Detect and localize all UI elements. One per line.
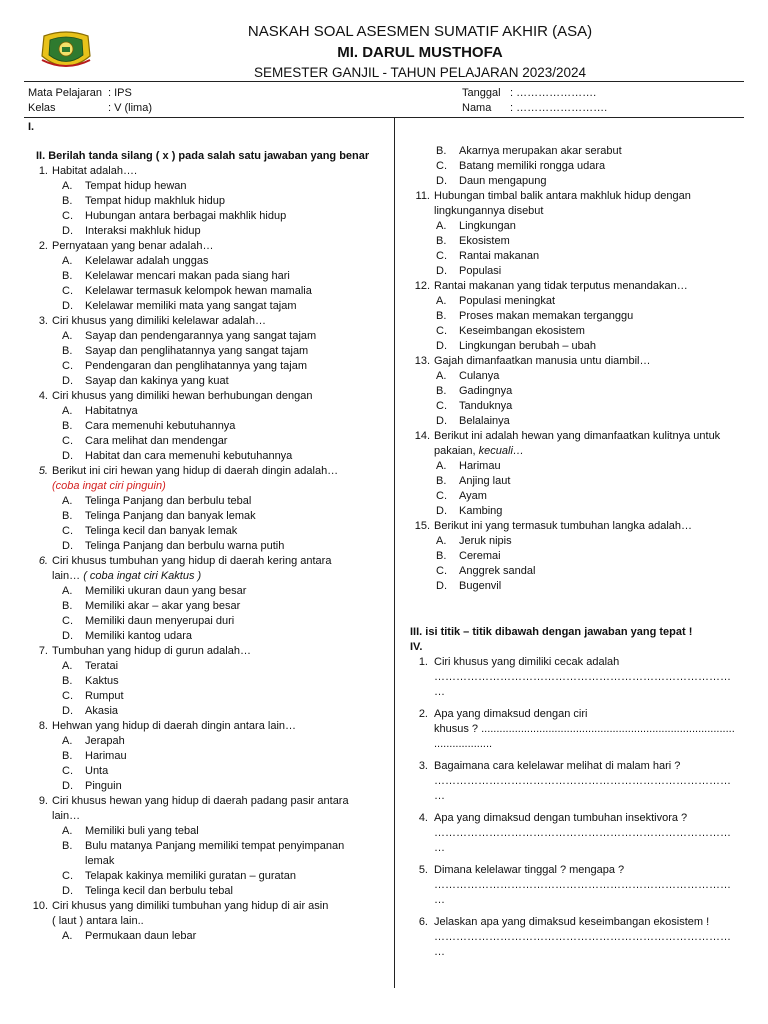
- question-14: 14. Berikut ini adalah hewan yang dimanfaatkan kulitnya untuk: [414, 430, 721, 442]
- option-11a: A. Lingkungan: [436, 220, 516, 232]
- option-3d: D. Sayap dan kakinya yang kuat: [62, 375, 229, 387]
- option-5b: B. Telinga Panjang dan banyak lemak: [62, 510, 256, 522]
- option-4b: B. Cara memenuhi kebutuhannya: [62, 420, 236, 432]
- question-10: 10. Ciri khusus yang dimiliki tumbuhan yang hidup di air asin: [32, 900, 329, 912]
- answer-line-end: …: [434, 894, 445, 906]
- option-8d: D. Pinguin: [62, 780, 122, 792]
- option-8a: A. Jerapah: [62, 735, 125, 747]
- semester-line: SEMESTER GANJIL - TAHUN PELAJARAN 2023/2024: [253, 65, 587, 80]
- essay-question-1: 1. Ciri khusus yang dimiliki cecak adalah ……………………………………………………………………… …: [410, 655, 750, 700]
- option-4a: A. Habitatnya: [62, 405, 138, 417]
- option-8c: C. Unta: [62, 765, 109, 777]
- answer-line: ………………………………………………………………………: [434, 671, 731, 683]
- option-7b: B. Kaktus: [62, 675, 119, 687]
- name-label: Nama: [462, 102, 492, 114]
- option-6a: A. Memiliki ukuran daun yang besar: [62, 585, 247, 597]
- option-9c: C. Telapak kakinya memiliki guratan – guratan: [62, 870, 296, 882]
- section-1-heading: I.: [28, 121, 35, 133]
- question-13: 13. Gajah dimanfaatkan manusia untu diambil…: [414, 355, 651, 367]
- answer-line-end: …: [434, 842, 445, 854]
- right-question-column: [410, 144, 750, 594]
- section-3-heading: III. isi titik – titik dibawah dengan jawaban yang tepat !: [410, 626, 693, 638]
- option-15d: D. Bugenvil: [436, 580, 502, 592]
- option-13d: D. Belalainya: [436, 415, 510, 427]
- option-10b: B. Akarnya merupakan akar serabut: [436, 145, 622, 157]
- answer-line: ………………………………………………………………………: [434, 775, 731, 787]
- date-label: Tanggal: [462, 87, 501, 99]
- column-divider: [394, 118, 395, 988]
- essay-question-3: 3. Bagaimana cara kelelawar melihat di malam hari ? ……………………………………………………………………… …: [410, 759, 750, 804]
- question-14-cont: pakaian, kecuali…: [434, 445, 524, 457]
- subject-value: : IPS: [108, 87, 132, 99]
- header-divider: [24, 81, 744, 82]
- question-10-cont: ( laut ) antara lain..: [52, 915, 144, 927]
- question-5: 5. Berikut ini ciri hewan yang hidup di daerah dingin adalah…: [38, 465, 339, 477]
- option-14a: A. Harimau: [436, 460, 501, 472]
- question-3: 3. Ciri khusus yang dimiliki kelelawar adalah…: [38, 315, 266, 327]
- option-2c: C. Kelelawar termasuk kelompok hewan mamalia: [62, 285, 312, 297]
- document-header: [170, 22, 670, 82]
- option-14c: C. Ayam: [436, 490, 487, 502]
- question-9: 9. Ciri khusus hewan yang hidup di daerah padang pasir antara: [38, 795, 349, 807]
- option-9a: A. Memiliki buli yang tebal: [62, 825, 199, 837]
- option-14d: D. Kambing: [436, 505, 503, 517]
- class-value: : V (lima): [108, 102, 152, 114]
- hint-note-5: (coba ingat ciri pinguin): [52, 480, 166, 492]
- option-10d: D. Daun mengapung: [436, 175, 547, 187]
- option-9b-cont: lemak: [85, 855, 115, 867]
- answer-line: ………………………………………………………………………: [434, 879, 731, 891]
- question-2: 2. Pernyataan yang benar adalah…: [38, 240, 214, 252]
- subject-label: Mata Pelajaran: [28, 87, 102, 99]
- option-11c: C. Rantai makanan: [436, 250, 540, 262]
- option-1d: D. Interaksi makhluk hidup: [62, 225, 201, 237]
- option-12c: C. Keseimbangan ekosistem: [436, 325, 585, 337]
- option-11b: B. Ekosistem: [436, 235, 510, 247]
- option-3a: A. Sayap dan pendengarannya yang sangat tajam: [62, 330, 317, 342]
- option-3b: B. Sayap dan penglihatannya yang sangat tajam: [62, 345, 309, 357]
- option-3c: C. Pendengaran dan penglihatannya yang tajam: [62, 360, 308, 372]
- answer-line: ………………………………………………………………………: [434, 827, 731, 839]
- school-name: MI. DARUL MUSTHOFA: [337, 44, 503, 61]
- option-7a: A. Teratai: [62, 660, 119, 672]
- info-divider: [24, 117, 744, 118]
- question-12: 12. Rantai makanan yang tidak terputus menandakan…: [414, 280, 688, 292]
- question-7: 7. Tumbuhan yang hidup di gurun adalah…: [38, 645, 251, 657]
- question-11-cont: lingkungannya disebut: [434, 205, 544, 217]
- option-6d: D. Memiliki kantog udara: [62, 630, 192, 642]
- option-7c: C. Rumput: [62, 690, 124, 702]
- question-15: 15. Berikut ini yang termasuk tumbuhan langka adalah…: [414, 520, 693, 532]
- option-14b: B. Anjing laut: [436, 475, 511, 487]
- name-value: : …………………….: [510, 102, 608, 114]
- option-1c: C. Hubungan antara berbagai makhlik hidup: [62, 210, 287, 222]
- option-9b: B. Bulu matanya Panjang memiliki tempat penyimpanan: [62, 840, 345, 852]
- option-9d: D. Telinga kecil dan berbulu tebal: [62, 885, 233, 897]
- option-12a: A. Populasi meningkat: [436, 295, 556, 307]
- option-4d: D. Habitat dan cara memenuhi kebutuhannya: [62, 450, 293, 462]
- section-4-heading: IV.: [410, 641, 423, 653]
- option-10a: A. Permukaan daun lebar: [62, 930, 197, 942]
- answer-line-end: ...................: [434, 738, 493, 750]
- class-label: Kelas: [28, 102, 56, 114]
- date-value: : ………………….: [510, 87, 597, 99]
- question-6-cont: lain… ( coba ingat ciri Kaktus ): [52, 570, 202, 582]
- option-13a: A. Culanya: [436, 370, 500, 382]
- hint-note-6: ( coba ingat ciri Kaktus ): [83, 570, 202, 582]
- exam-title: NASKAH SOAL ASESMEN SUMATIF AKHIR (ASA): [247, 23, 593, 40]
- option-10c: C. Batang memiliki rongga udara: [436, 160, 606, 172]
- option-1a: A. Tempat hidup hewan: [62, 180, 187, 192]
- option-5a: A. Telinga Panjang dan berbulu tebal: [62, 495, 252, 507]
- option-15b: B. Ceremai: [436, 550, 501, 562]
- option-7d: D. Akasia: [62, 705, 119, 717]
- school-emblem-icon: [36, 26, 96, 74]
- left-question-column: [28, 164, 388, 944]
- question-11: 11. Hubungan timbal balik antara makhluk hidup dengan: [415, 190, 691, 202]
- option-6b: B. Memiliki akar – akar yang besar: [62, 600, 241, 612]
- option-5c: C. Telinga kecil dan banyak lemak: [62, 525, 238, 537]
- option-15a: A. Jeruk nipis: [436, 535, 512, 547]
- essay-column: [410, 655, 750, 960]
- option-15c: C. Anggrek sandal: [436, 565, 536, 577]
- option-4c: C. Cara melihat dan mendengar: [62, 435, 228, 447]
- section-2-heading: II. Berilah tanda silang ( x ) pada salah satu jawaban yang benar: [36, 150, 370, 162]
- answer-line-end: …: [434, 790, 445, 802]
- answer-line-end: …: [434, 686, 445, 698]
- option-1b: B. Tempat hidup makhluk hidup: [62, 195, 226, 207]
- answer-line: ………………………………………………………………………: [434, 931, 731, 943]
- answer-line: khusus ? ...................................................................................: [434, 723, 735, 735]
- option-6c: C. Memiliki daun menyerupai duri: [62, 615, 235, 627]
- essay-question-5: 5. Dimana kelelawar tinggal ? mengapa ? ……………………………………………………………………… …: [410, 863, 750, 908]
- question-8: 8. Hehwan yang hidup di daerah dingin antara lain…: [38, 720, 297, 732]
- question-9-cont: lain…: [52, 810, 81, 822]
- option-2a: A. Kelelawar adalah unggas: [62, 255, 209, 267]
- question-1: 1. Habitat adalah….: [38, 165, 137, 177]
- option-8b: B. Harimau: [62, 750, 127, 762]
- question-6: 6. Ciri khusus tumbuhan yang hidup di daerah kering antara: [38, 555, 332, 567]
- option-2b: B. Kelelawar mencari makan pada siang hari: [62, 270, 290, 282]
- option-12d: D. Lingkungan berubah – ubah: [436, 340, 597, 352]
- option-11d: D. Populasi: [436, 265, 502, 277]
- option-5d: D. Telinga Panjang dan berbulu warna putih: [62, 540, 285, 552]
- essay-question-4: 4. Apa yang dimaksud dengan tumbuhan insektivora ? ……………………………………………………………………… …: [410, 811, 750, 856]
- option-12b: B. Proses makan memakan terganggu: [436, 310, 634, 322]
- answer-line-end: …: [434, 946, 445, 958]
- option-13b: B. Gadingnya: [436, 385, 513, 397]
- option-13c: C. Tanduknya: [436, 400, 513, 412]
- essay-question-2: 2. Apa yang dimaksud dengan ciri khusus ? ................................................................................... ...................: [410, 707, 750, 752]
- question-4: 4. Ciri khusus yang dimiliki hewan berhubungan dengan: [38, 390, 313, 402]
- option-2d: D. Kelelawar memiliki mata yang sangat tajam: [62, 300, 297, 312]
- essay-question-6: 6. Jelaskan apa yang dimaksud keseimbangan ekosistem ! ……………………………………………………………………… …: [410, 915, 750, 960]
